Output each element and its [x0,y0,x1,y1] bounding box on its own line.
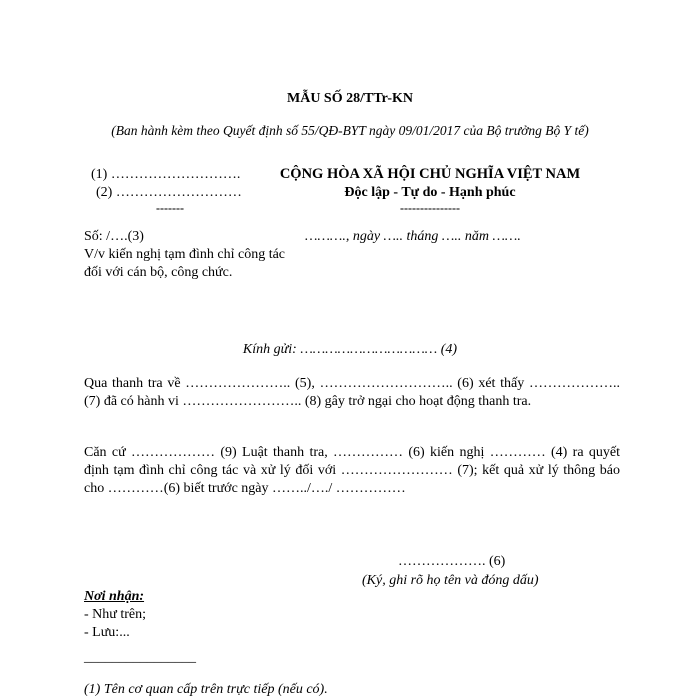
recipient-line: Kính gửi: …………………………… (4) [242,342,458,357]
document-subject: V/v kiến nghị tạm đình chỉ công tác đối với cán bộ, công chức. [84,247,286,280]
document-number: Số: /….(3) [84,229,144,244]
footnote: (1) Tên cơ quan cấp trên trực tiếp (nếu có). [84,682,328,697]
signature-line: ………………. (6) [398,554,506,569]
body-paragraph-2: Căn cứ ……………… (9) Luật thanh tra, …………… (6) kiến nghị ………… (4) ra quyết định tạm đình chỉ công tác và xử lý đối với …………………… (7); kết quả xử lý thông báo cho …………(6) biết trước ngày ……../…./ …………… [84,445,620,496]
agency-rule: ------- [156,201,184,215]
agency-line-1: (1) ………………………. [91,167,241,182]
signature-note: (Ký, ghi rõ họ tên và đóng dấu) [362,573,539,588]
form-code: MẪU SỐ 28/TTr-KN [287,91,413,106]
agency-line-2: (2) ……………………… [96,185,242,200]
recipients-title: Nơi nhận: [84,589,145,604]
national-motto: Độc lập - Tự do - Hạnh phúc [344,185,516,200]
motto-rule: --------------- [400,201,460,215]
body-paragraph-1: Qua thanh tra về ………………….. (5), ……………………….. (6) xét thấy ………………..(7) đã có hành vi …………………….. (8) gây trở ngại cho hoạt động thanh tra. [84,376,620,409]
national-title: CỘNG HÒA XÃ HỘI CHỦ NGHĨA VIỆT NAM [279,166,581,182]
footnote-rule: ________________ [84,650,196,665]
issuance-note: (Ban hành kèm theo Quyết định số 55/QĐ-BYT ngày 09/01/2017 của Bộ trưởng Bộ Y tế) [111,123,589,138]
recipient-item: - Như trên; [84,607,147,622]
recipient-item: - Lưu:... [84,625,130,640]
document-date: ………., ngày ….. tháng ….. năm ……. [305,229,521,244]
